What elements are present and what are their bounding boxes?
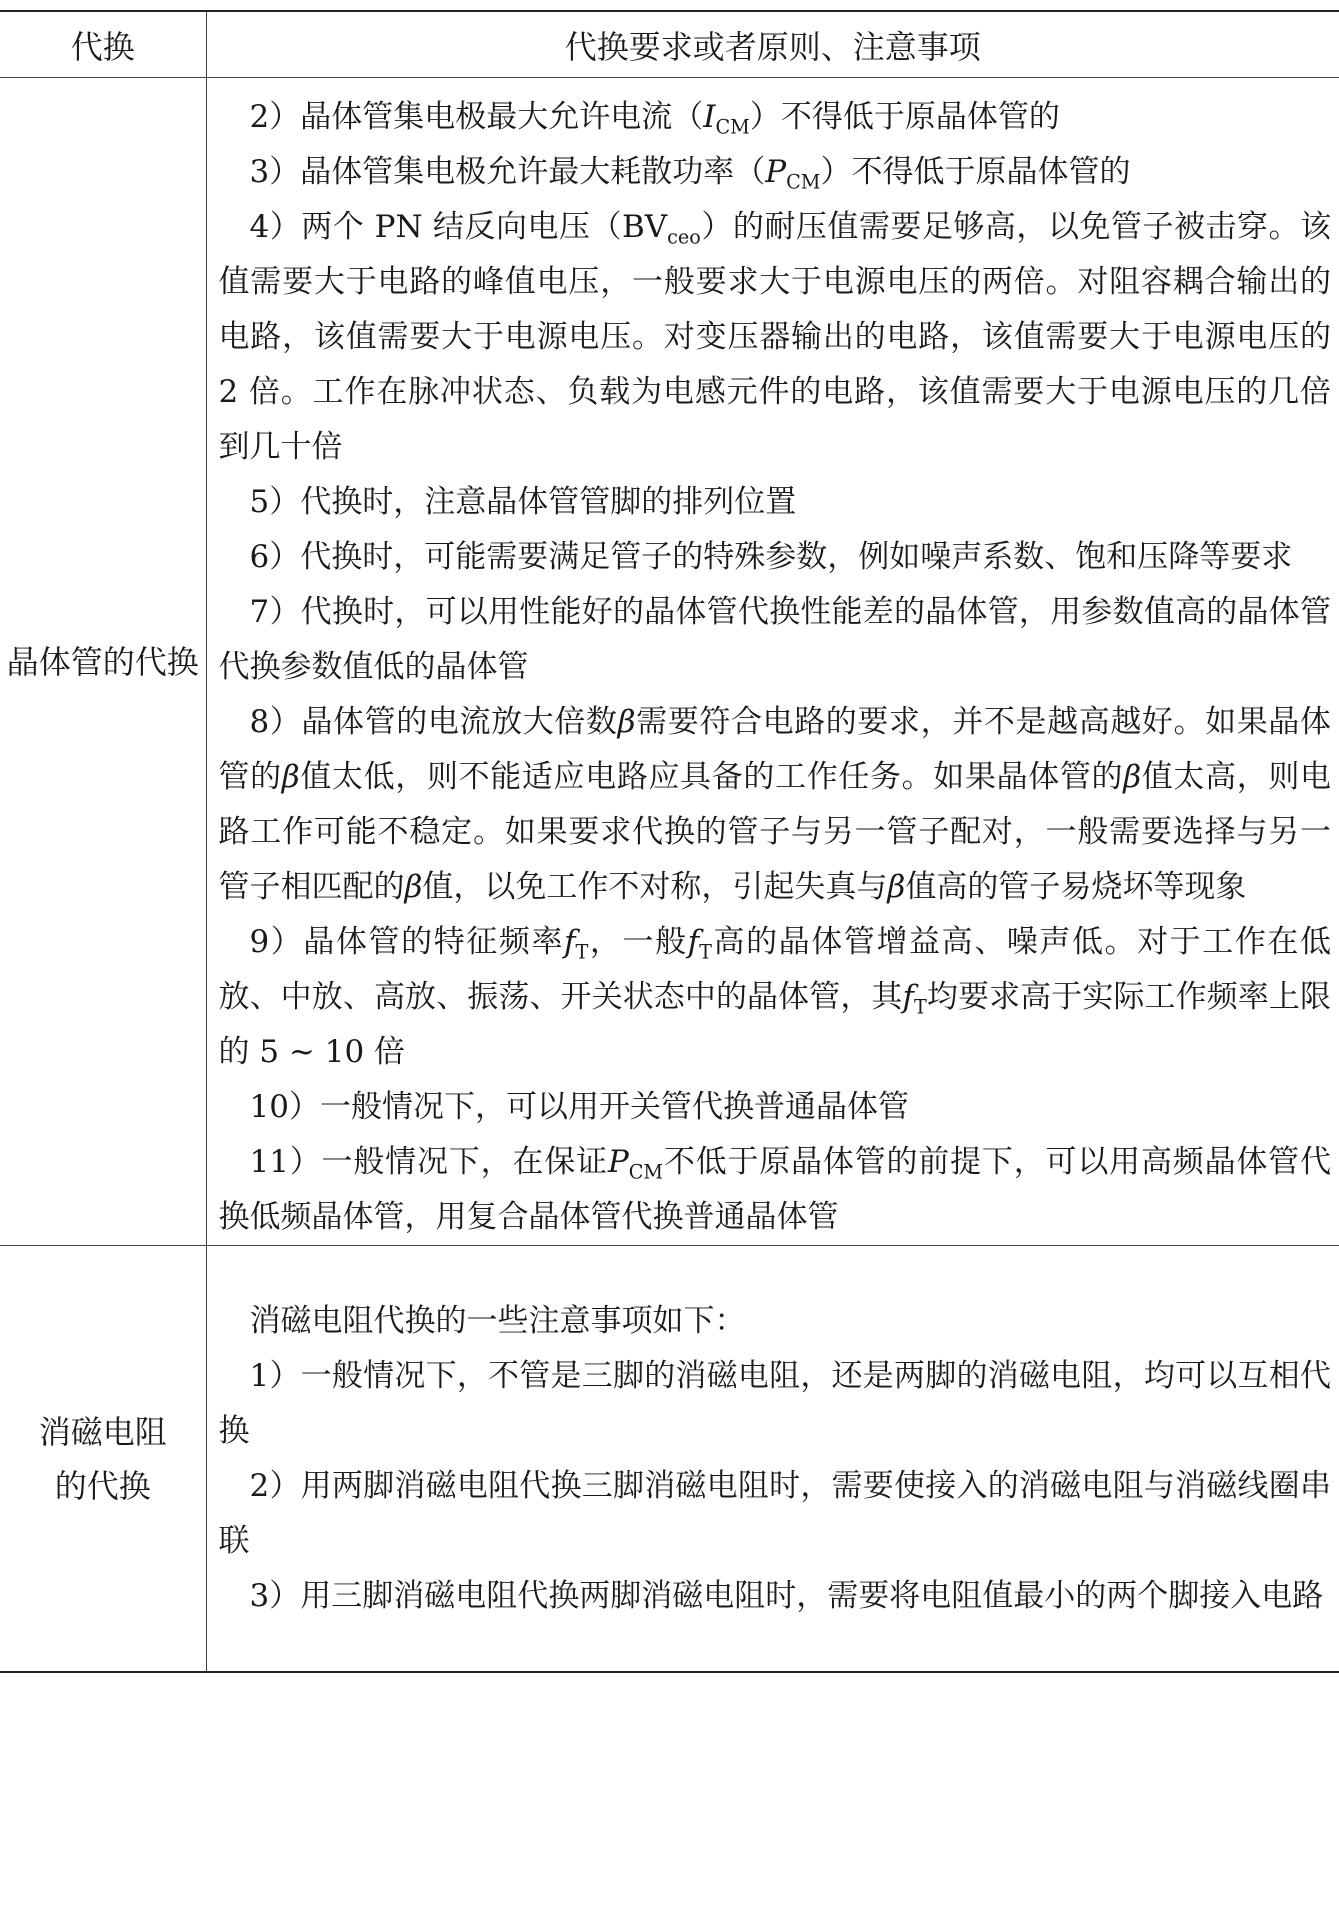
row-label-transistor: 晶体管的代换 xyxy=(0,78,206,1246)
row-content-degaussing-resistor xyxy=(206,1246,1339,1673)
row-content-transistor xyxy=(206,78,1339,1246)
degauss-item-3: 3）用三脚消磁电阻代换两脚消磁电阻时，需要将电阻值最小的两个脚接入电路 xyxy=(249,1577,1324,1614)
degauss-intro: 消磁电阻代换的一些注意事项如下： xyxy=(249,1302,746,1339)
degauss-item-1: 1）一般情况下，不管是三脚的消磁电阻，还是两脚的消磁电阻，均可以互相代换 xyxy=(218,1357,1331,1449)
transistor-item-6: 6）代换时，可能需要满足管子的特殊参数，例如噪声系数、饱和压降等要求 xyxy=(249,539,1293,575)
row-label-line-2: 的代换 xyxy=(54,1466,151,1505)
transistor-item-9: 9）晶体管的特征频率$f_T$，一般$f_T$高的晶体管增益高、噪声低。对于工作在低放、中放、高放、振荡、开关状态中的晶体管，其$f_T$均要求高于实际工作频率上限的 5 ~ 10 倍 xyxy=(218,924,1332,1070)
row-label-degaussing-resistor xyxy=(0,1246,206,1673)
transistor-item-7: 7）代换时，可以用性能好的晶体管代换性能差的晶体管，用参数值高的晶体管代换参数值低的晶体管 xyxy=(218,594,1331,685)
transistor-item-10: 10）一般情况下，可以用开关管代换普通晶体管 xyxy=(249,1089,909,1125)
substitution-table xyxy=(0,10,1339,1673)
header-col-substitution: 代换 xyxy=(0,11,206,78)
transistor-item-3: 3）晶体管集电极允许最大耗散功率$(P_{CM})$不得低于原晶体管的 xyxy=(249,154,1131,194)
transistor-item-11: 11）一般情况下，在保证$P_{CM}$不低于原晶体管的前提下，可以用高频晶体管代换低频晶体管，用复合晶体管代换普通晶体管 xyxy=(218,1144,1331,1235)
transistor-item-2: 2）晶体管集电极最大允许电流$(I_{CM})$不得低于原晶体管的 xyxy=(249,99,1060,139)
degauss-item-2: 2）用两脚消磁电阻代换三脚消磁电阻时，需要使接入的消磁电阻与消磁线圈串联 xyxy=(218,1467,1331,1559)
header-col-requirements: 代换要求或者原则、注意事项 xyxy=(206,11,1339,78)
transistor-item-8: 8）晶体管的电流放大倍数β需要符合电路的要求，并不是越高越好。如果晶体管的β值太低，则不能适应电路应具备的工作任务。如果晶体管的β值太高，则电路工作可能不稳定。如果要求代换的管子与另一管子配对，一般需要选择与另一管子相匹配的β值，以免工作不对称，引起失真与β值高的管子易烧坏等现象 xyxy=(218,704,1332,905)
row-label-line-1: 消磁电阻 xyxy=(38,1412,167,1451)
transistor-item-4: 4）两个 PN 结反向电压$(BV_{ceo})$的耐压值需要足够高，以免管子被击穿。该值需要大于电路的峰值电压，一般要求大于电源电压的两倍。对阻容耦合输出的电路，该值需要大于电源电压。对变压器输出的电路，该值需要大于电源电压的 2 倍。工作在脉冲状态、负载为电感元件的电路，该值需要大于电源电压的几倍到几十倍 xyxy=(218,209,1331,465)
transistor-item-5: 5）代换时，注意晶体管管脚的排列位置 xyxy=(249,484,797,520)
